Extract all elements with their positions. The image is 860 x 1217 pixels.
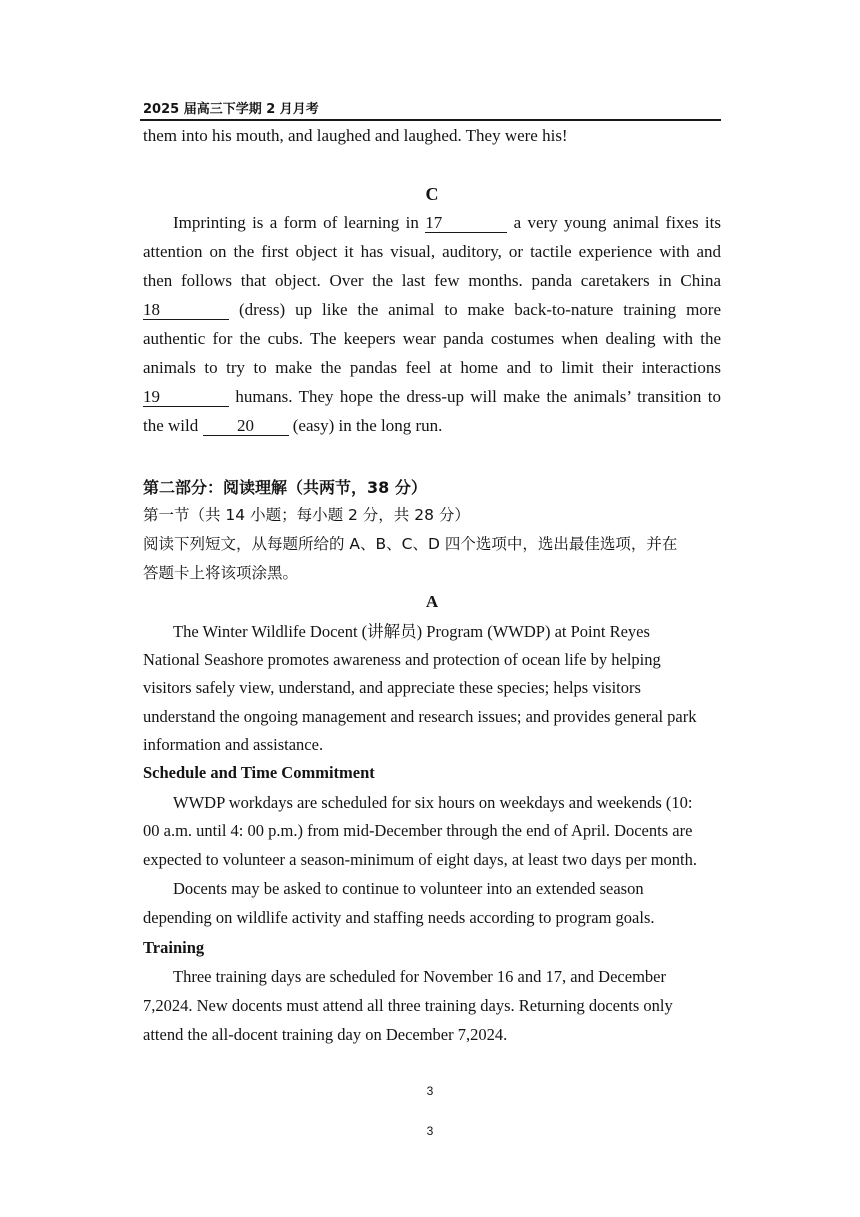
section-c-text: humans. They hope the dress-up will make the animals’ transition to — [235, 387, 721, 406]
header-divider — [140, 119, 721, 121]
section-c-line-6: animals to try to make the pandas feel at home and to limit their interactions — [143, 358, 721, 377]
blank-19: 19 — [143, 388, 229, 407]
section-c-heading: C — [425, 184, 439, 204]
section-c-text: (easy) in the long run. — [292, 416, 443, 435]
section-c-line-1 — [173, 213, 721, 233]
part-two-title: 第二部分：阅读理解（共两节，38 分） — [143, 478, 427, 497]
section-c-text: Imprinting is a form of learning in — [173, 213, 419, 232]
instructions-line-2: 答题卡上将该项涂黑。 — [143, 564, 299, 582]
section-c-text: the wild — [143, 416, 199, 435]
passage-a-line: WWDP workdays are scheduled for six hours on weekdays and weekends (10: — [173, 793, 693, 812]
passage-a-line: 7,2024. New docents must attend all three training days. Returning docents only — [143, 996, 673, 1015]
exam-header: 2025 届高三下学期 2 月月考 — [143, 102, 319, 117]
section-c-text: a very young animal fixes its — [513, 213, 721, 232]
page-number: 3 — [426, 1084, 434, 1098]
section-c-line-7 — [143, 387, 721, 407]
passage-a-line: depending on wildlife activity and staffing needs according to program goals. — [143, 908, 655, 927]
passage-a-line: Docents may be asked to continue to volunteer into an extended season — [173, 879, 644, 898]
instructions-line-1: 阅读下列短文，从每题所给的 A、B、C、D 四个选项中，选出最佳选项，并在 — [143, 535, 678, 553]
passage-a-line: National Seashore promotes awareness and protection of ocean life by helping — [143, 650, 661, 669]
blank-18: 18 — [143, 301, 229, 320]
section-c-line-4 — [143, 300, 721, 320]
section-c-line-2: attention on the first object it has visual, auditory, or tactile experience with and — [143, 242, 721, 261]
passage-a-line: information and assistance. — [143, 735, 324, 754]
passage-a-line: 00 a.m. until 4: 00 p.m.) from mid-December through the end of April. Docents are — [143, 821, 693, 840]
section-c-text: (dress) up like the animal to make back-to-nature training more — [238, 300, 721, 319]
section-c-line-5: authentic for the cubs. The keepers wear panda costumes when dealing with the — [143, 329, 721, 348]
passage-a-line: visitors safely view, understand, and appreciate these species; helps visitors — [143, 678, 641, 697]
subheading-schedule: Schedule and Time Commitment — [143, 763, 375, 782]
passage-a-heading: A — [425, 592, 439, 611]
passage-a-line: The Winter Wildlife Docent (讲解员) Program (WWDP) at Point Reyes — [173, 622, 650, 641]
passage-a-line: Three training days are scheduled for November 16 and 17, and December — [173, 967, 666, 986]
blank-17: 17 — [425, 214, 507, 233]
section-one-info: 第一节（共 14 小题；每小题 2 分，共 28 分） — [143, 506, 470, 524]
subheading-training: Training — [143, 938, 205, 957]
passage-a-line: attend the all-docent training day on December 7,2024. — [143, 1025, 508, 1044]
carryover-line: them into his mouth, and laughed and laughed. They were his! — [143, 126, 568, 145]
section-c-line-8 — [143, 416, 721, 436]
page-number-footer: 3 — [426, 1124, 434, 1138]
blank-20: 20 — [203, 417, 289, 436]
section-c-line-3: then follows that object. Over the last few months. panda caretakers in China — [143, 271, 721, 290]
passage-a-line: expected to volunteer a season-minimum of eight days, at least two days per month. — [143, 850, 697, 869]
passage-a-line: understand the ongoing management and research issues; and provides general park — [143, 707, 697, 726]
